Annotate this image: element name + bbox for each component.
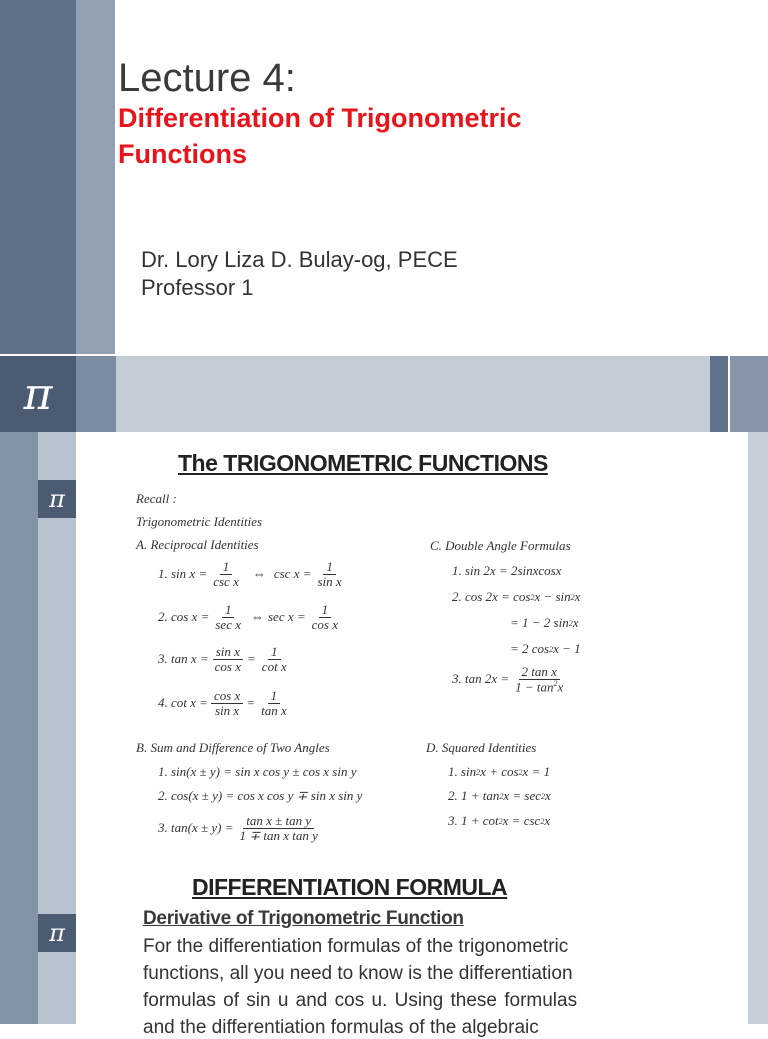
left-band-dark: [0, 0, 76, 354]
a1-label: 1. sin x =: [158, 566, 208, 582]
slide-1: [0, 0, 768, 432]
pi-icon: π: [49, 919, 65, 947]
identity-c2: 2. cos 2x = cos 2 x − sin 2 x: [452, 589, 581, 604]
body-line-4: and the differentiation formulas of the algebraic: [143, 1017, 539, 1038]
identity-a1: [158, 560, 348, 588]
identity-c2-alt1: = 1 − 2 sin 2 x: [510, 615, 579, 630]
a2-rfraction: $\frac{1}{\text{cos x}}$: [311, 602, 339, 632]
identity-a4: [158, 689, 293, 717]
author-position: Professor 1: [141, 275, 254, 300]
lecture-subtitle-1: Differentiation of Trigonometric: [118, 103, 522, 133]
a4-eq: =: [246, 695, 256, 711]
pi-icon: π: [23, 368, 53, 420]
b3-fraction: $\frac{\text{tan x ± tan y}}{\text{1 ∓ tan x tan y}}$: [239, 813, 318, 843]
a1-fraction: $\frac{1}{\text{csc x}}$: [213, 559, 239, 589]
a1-rfraction: $\frac{1}{\text{sin x}}$: [317, 559, 342, 589]
slide2-heading: The TRIGONOMETRIC FUNCTIONS: [178, 450, 548, 476]
right-band-dark: [710, 356, 728, 432]
a2-label: 2. cos x =: [158, 609, 210, 625]
identity-a3: [158, 645, 293, 673]
body-line-2: functions, all you need to know is the differentiation: [143, 963, 573, 984]
a4-fraction2: $\frac{1}{\text{tan x}}$: [261, 688, 287, 718]
identity-c1: 1. sin 2x = 2sinxcosx: [452, 563, 562, 578]
identity-c2-alt2: = 2 cos 2 x − 1: [510, 641, 581, 656]
body-line-3: formulas of sin u and cos u. Using these formulas: [143, 990, 578, 1011]
right-band: [748, 432, 768, 866]
section-d-title: D. Squared Identities: [426, 740, 537, 755]
a3-fraction2: $\frac{1}{\text{cot x}}$: [261, 644, 287, 674]
left-band-light: [76, 0, 115, 354]
author-name: Dr. Lory Liza D. Bulay-og, PECE: [141, 247, 458, 272]
left-band-dark: [0, 432, 38, 866]
bottom-band-light: [116, 356, 710, 432]
pi-icon: π: [49, 485, 65, 513]
a1-arrow: ⇔: [252, 566, 266, 582]
recall-label: Recall :: [136, 491, 177, 506]
pi-box: [38, 480, 76, 518]
c3-fraction: $\frac{\text{2 tan x}}{1 - \tan^2x}$: [515, 664, 564, 694]
slide3-subheading: Derivative of Trigonometric Function: [143, 908, 464, 929]
body-line-1: For the differentiation formulas of the trigonometric: [143, 936, 569, 957]
identity-b3: 3. tan(x ± y) = $\frac{\text{tan x ± tan y}}{\text{1 ∓ tan x tan y}}$: [158, 814, 324, 842]
slide-2: [0, 432, 768, 866]
identity-d2: 2. 1 + tan 2 x = sec 2 x: [448, 788, 551, 803]
right-band-light: [730, 356, 768, 432]
a3-label: 3. tan x =: [158, 651, 209, 667]
a3-eq: =: [247, 651, 256, 667]
bottom-band-mid: [76, 356, 116, 432]
identity-c3: 3. tan 2x = $\frac{\text{2 tan x}}{1 - \tan^2x}$: [452, 665, 569, 694]
section-b-title: B. Sum and Difference of Two Angles: [136, 740, 330, 755]
a2-fraction: $\frac{1}{\text{sec x}}$: [215, 602, 241, 632]
identity-b1: 1. sin(x ± y) = sin x cos y ± cos x sin y: [158, 764, 357, 779]
identity-d1: 1. sin 2 x + cos 2 x = 1: [448, 764, 551, 779]
identity-d3: 3. 1 + cot 2 x = csc 2 x: [448, 813, 551, 828]
a2-rhs: sec x =: [268, 609, 306, 625]
identity-b2: 2. cos(x ± y) = cos x cos y ∓ sin x sin y: [158, 788, 363, 803]
a3-fraction: $\frac{\text{sin x}}{\text{cos x}}$: [214, 644, 242, 674]
section-c-title: C. Double Angle Formulas: [430, 538, 571, 553]
a2-arrow: ⇔: [251, 609, 264, 625]
a4-label: 4. cot x =: [158, 695, 208, 711]
slide3-heading: DIFFERENTIATION FORMULA: [192, 874, 508, 900]
a1-rhs: csc x =: [273, 566, 312, 582]
lecture-subtitle-2: Functions: [118, 139, 247, 169]
pi-box: [38, 914, 76, 952]
identity-a2: [158, 603, 344, 631]
identities-title: Trigonometric Identities: [136, 514, 263, 529]
slide-3: [0, 866, 768, 1038]
left-band-dark: [0, 866, 38, 1024]
a4-fraction: $\frac{\text{cos x}}{\text{sin x}}$: [211, 689, 243, 717]
right-band: [748, 866, 768, 1024]
lecture-title: Lecture 4:: [118, 56, 296, 100]
pi-box: [0, 356, 76, 432]
section-a-title: A. Reciprocal Identities: [136, 537, 259, 552]
